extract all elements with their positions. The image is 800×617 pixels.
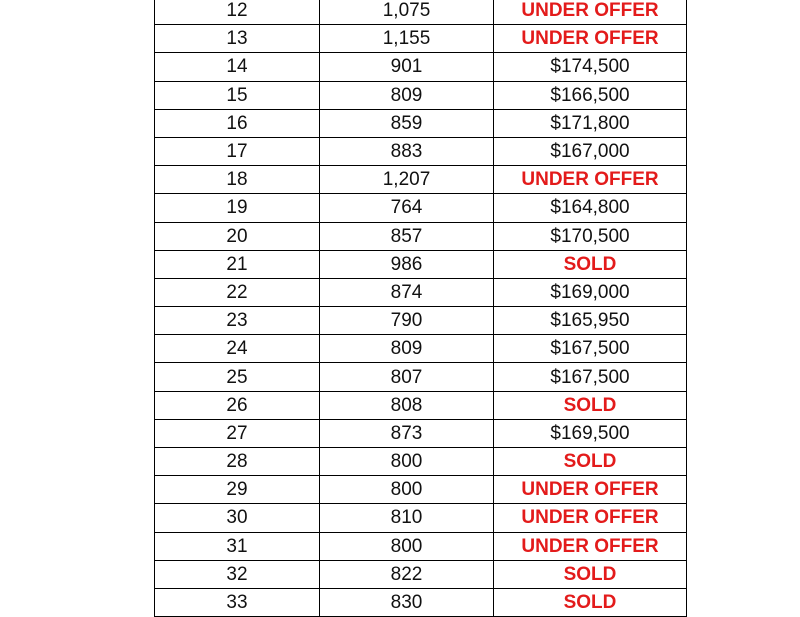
square-footage-cell: 764 xyxy=(320,194,494,222)
table-row xyxy=(155,109,687,137)
lot-number-cell: 19 xyxy=(155,194,320,222)
table-row xyxy=(155,81,687,109)
table-row xyxy=(155,307,687,335)
status-cell: UNDER OFFER xyxy=(494,166,687,194)
price-cell: $169,000 xyxy=(494,278,687,306)
lot-number-cell: 21 xyxy=(155,250,320,278)
lot-number-cell: 32 xyxy=(155,560,320,588)
lot-number-cell: 23 xyxy=(155,307,320,335)
table-row xyxy=(155,504,687,532)
lot-number-cell: 16 xyxy=(155,109,320,137)
table-row xyxy=(155,560,687,588)
square-footage-cell: 809 xyxy=(320,81,494,109)
table-row xyxy=(155,419,687,447)
price-cell: $164,800 xyxy=(494,194,687,222)
lot-number-cell: 33 xyxy=(155,588,320,616)
square-footage-cell: 1,155 xyxy=(320,25,494,53)
square-footage-cell: 883 xyxy=(320,137,494,165)
square-footage-cell: 809 xyxy=(320,335,494,363)
status-cell: SOLD xyxy=(494,560,687,588)
status-cell: UNDER OFFER xyxy=(494,504,687,532)
price-cell: $167,500 xyxy=(494,335,687,363)
price-cell: $169,500 xyxy=(494,419,687,447)
lot-number-cell: 20 xyxy=(155,222,320,250)
price-cell: $174,500 xyxy=(494,53,687,81)
table-row xyxy=(155,194,687,222)
table-row xyxy=(155,250,687,278)
table-row xyxy=(155,588,687,616)
lot-number-cell: 29 xyxy=(155,476,320,504)
table-row xyxy=(155,25,687,53)
square-footage-cell: 1,075 xyxy=(320,0,494,25)
status-cell: SOLD xyxy=(494,391,687,419)
table-row xyxy=(155,0,687,25)
price-cell: $166,500 xyxy=(494,81,687,109)
table-row xyxy=(155,391,687,419)
square-footage-cell: 800 xyxy=(320,448,494,476)
square-footage-cell: 830 xyxy=(320,588,494,616)
table-row xyxy=(155,532,687,560)
square-footage-cell: 807 xyxy=(320,363,494,391)
square-footage-cell: 808 xyxy=(320,391,494,419)
status-cell: UNDER OFFER xyxy=(494,532,687,560)
lot-number-cell: 13 xyxy=(155,25,320,53)
square-footage-cell: 800 xyxy=(320,476,494,504)
lot-number-cell: 26 xyxy=(155,391,320,419)
table-row xyxy=(155,53,687,81)
square-footage-cell: 986 xyxy=(320,250,494,278)
table-row xyxy=(155,278,687,306)
lot-number-cell: 31 xyxy=(155,532,320,560)
lot-pricing-table xyxy=(154,0,687,617)
square-footage-cell: 810 xyxy=(320,504,494,532)
square-footage-cell: 873 xyxy=(320,419,494,447)
lot-number-cell: 12 xyxy=(155,0,320,25)
lot-number-cell: 30 xyxy=(155,504,320,532)
price-cell: $165,950 xyxy=(494,307,687,335)
price-cell: $167,500 xyxy=(494,363,687,391)
status-cell: UNDER OFFER xyxy=(494,25,687,53)
square-footage-cell: 874 xyxy=(320,278,494,306)
table-row xyxy=(155,476,687,504)
square-footage-cell: 800 xyxy=(320,532,494,560)
lot-number-cell: 22 xyxy=(155,278,320,306)
square-footage-cell: 901 xyxy=(320,53,494,81)
lot-number-cell: 28 xyxy=(155,448,320,476)
status-cell: SOLD xyxy=(494,250,687,278)
square-footage-cell: 822 xyxy=(320,560,494,588)
table-row xyxy=(155,448,687,476)
status-cell: SOLD xyxy=(494,588,687,616)
square-footage-cell: 859 xyxy=(320,109,494,137)
lot-number-cell: 18 xyxy=(155,166,320,194)
lot-number-cell: 14 xyxy=(155,53,320,81)
table-row xyxy=(155,363,687,391)
square-footage-cell: 1,207 xyxy=(320,166,494,194)
price-cell: $170,500 xyxy=(494,222,687,250)
status-cell: UNDER OFFER xyxy=(494,0,687,25)
lot-number-cell: 27 xyxy=(155,419,320,447)
square-footage-cell: 857 xyxy=(320,222,494,250)
status-cell: UNDER OFFER xyxy=(494,476,687,504)
table-row xyxy=(155,222,687,250)
square-footage-cell: 790 xyxy=(320,307,494,335)
table-row xyxy=(155,137,687,165)
price-cell: $167,000 xyxy=(494,137,687,165)
lot-number-cell: 17 xyxy=(155,137,320,165)
lot-number-cell: 25 xyxy=(155,363,320,391)
table-row xyxy=(155,335,687,363)
table-row xyxy=(155,166,687,194)
table-body xyxy=(155,0,687,617)
price-cell: $171,800 xyxy=(494,109,687,137)
status-cell: SOLD xyxy=(494,448,687,476)
lot-number-cell: 24 xyxy=(155,335,320,363)
lot-number-cell: 15 xyxy=(155,81,320,109)
